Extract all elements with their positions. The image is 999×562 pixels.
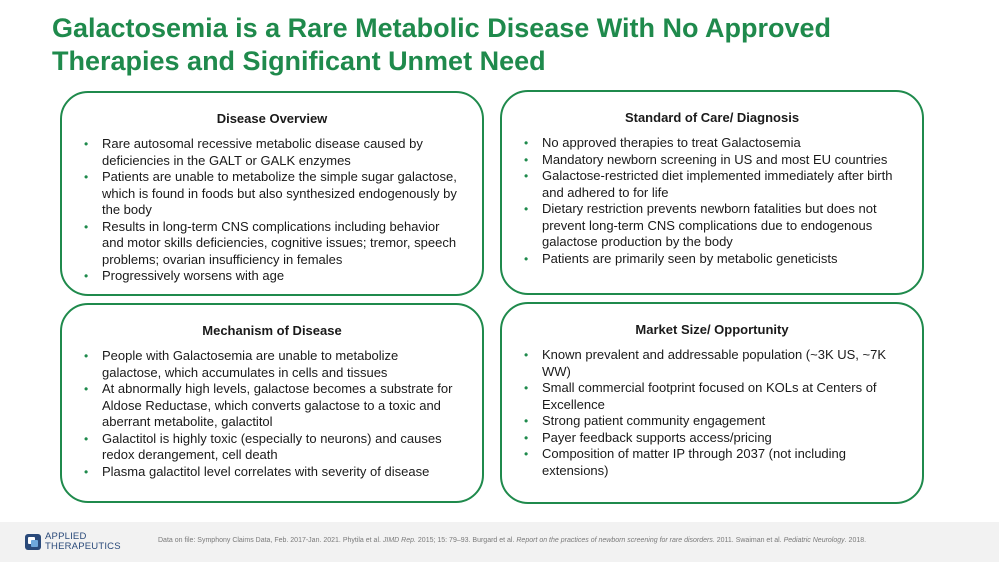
bullet-item (524, 430, 900, 447)
footnote-references (158, 535, 978, 546)
bullet-text: Known prevalent and addressable population (~3K US, ~7K WW) (542, 347, 887, 379)
bullet-dot: • (84, 349, 89, 363)
mechanism-of-disease-box (60, 303, 484, 503)
bullet-item (84, 464, 460, 481)
logo-text (45, 532, 121, 552)
bullet-dot: • (524, 430, 529, 445)
standard-of-care-heading: Standard of Care/ Diagnosis (624, 110, 800, 125)
bullet-text: Patients are primarily seen by metabolic geneticists (542, 250, 838, 266)
bullet-item (84, 348, 460, 381)
mechanism-of-disease-list (84, 348, 460, 480)
bullet-dot: • (84, 431, 89, 446)
bullet-item (524, 152, 900, 169)
bullet-dot: • (84, 464, 89, 479)
footnote-text-2: 2015; 15: 79–93. Burgard et al. (415, 537, 517, 544)
bullet-item (524, 201, 900, 251)
standard-of-care-list (524, 135, 900, 267)
bullet-item (524, 135, 900, 152)
bullet-text: Galactitol is highly toxic (especially to neurons) and causes redox derangement, cell death (102, 430, 442, 462)
bullet-item (84, 431, 460, 464)
company-logo (24, 532, 121, 552)
footnote-journal-1: JIMD Rep. (382, 537, 416, 544)
bullet-dot: • (524, 251, 529, 266)
bullet-item (84, 136, 460, 169)
bullet-text: People with Galactosemia are unable to metabolize galactose, which accumulates in cells and tissues (102, 348, 399, 380)
bullet-dot: • (524, 381, 529, 395)
footnote-report-title: Report on the practices of newborn screening for rare disorders. (516, 537, 715, 544)
footnote-text-1: Data on file: Symphony Claims Data, Feb. 2017-Jan. 2021. Phytila et al. (158, 537, 383, 544)
bullet-text: Results in long-term CNS complications including behavior and motor skills deficiencies, cognitive issues; tremor, speech problems; ovarian insufficiency in females (102, 218, 457, 267)
bullet-dot: • (84, 219, 89, 234)
footnote-text-3: 2011. Swaiman et al. (714, 537, 784, 544)
bullet-text: Patients are unable to metabolize the simple sugar galactose, which is found in foods but also synthesized endogenously by the body (102, 169, 457, 217)
bullet-text: Dietary restriction prevents newborn fatalities but does not prevent long-term CNS complications due to endogenous galactose production by the body (542, 201, 877, 249)
bullet-dot: • (524, 414, 529, 428)
bullet-item (84, 268, 460, 285)
bullet-dot: • (524, 447, 529, 461)
bullet-text: Galactose-restricted diet implemented immediately after birth and adhered to for life (542, 168, 893, 200)
market-size-list (524, 347, 900, 479)
bullet-text: Progressively worsens with age (102, 268, 285, 283)
standard-of-care-box (500, 90, 924, 295)
bullet-item (524, 413, 900, 430)
disease-overview-heading: Disease Overview (216, 111, 328, 126)
applied-therapeutics-logo-icon (24, 533, 42, 551)
page-title: Galactosemia is a Rare Metabolic Disease With No Approved Therapies and Significant Unmet Need (52, 13, 832, 76)
bullet-dot: • (84, 269, 89, 283)
bullet-text: No approved therapies to treat Galactosemia (542, 135, 801, 150)
bullet-text: Plasma galactitol level correlates with severity of disease (102, 463, 430, 479)
bullet-item (524, 380, 900, 413)
bullet-item (84, 381, 460, 431)
bullet-dot: • (524, 136, 529, 150)
bullet-dot: • (84, 382, 89, 396)
mechanism-of-disease-heading: Mechanism of Disease (202, 323, 342, 338)
bullet-text: Composition of matter IP through 2037 (not including extensions) (542, 446, 846, 478)
bullet-dot: • (524, 202, 529, 216)
disease-overview-box (60, 91, 484, 296)
market-size-heading: Market Size/ Opportunity (635, 322, 789, 337)
market-size-box (500, 302, 924, 504)
bullet-item (524, 446, 900, 479)
logo-line-2: THERAPEUTICS (45, 541, 121, 552)
bullet-text: Strong patient community engagement (542, 413, 766, 428)
bullet-item (524, 168, 900, 201)
bullet-dot: • (84, 170, 89, 184)
bullet-text: At abnormally high levels, galactose becomes a substrate for Aldose Reductase, which converts galactose to a toxic and aberrant metabolite, galactitol (102, 381, 453, 429)
bullet-dot: • (524, 169, 529, 183)
bullet-text: Rare autosomal recessive metabolic disease caused by deficiencies in the GALT or GALK enzymes (102, 136, 423, 168)
bullet-text: Small commercial footprint focused on KOLs at Centers of Excellence (542, 380, 877, 412)
bullet-item (84, 169, 460, 219)
logo-line-1: APPLIED (45, 531, 87, 542)
bullet-text: Mandatory newborn screening in US and most EU countries (542, 151, 888, 167)
bullet-dot: • (524, 348, 529, 362)
disease-overview-list (84, 136, 460, 285)
footnote-text-4: . 2018. (844, 537, 867, 544)
bullet-dot: • (524, 152, 529, 167)
bullet-item (524, 251, 900, 268)
footnote-journal-3: Pediatric Neurology (783, 537, 845, 544)
bullet-item (84, 219, 460, 269)
bullet-dot: • (84, 137, 89, 151)
bullet-item (524, 347, 900, 380)
bullet-text: Payer feedback supports access/pricing (542, 429, 772, 445)
